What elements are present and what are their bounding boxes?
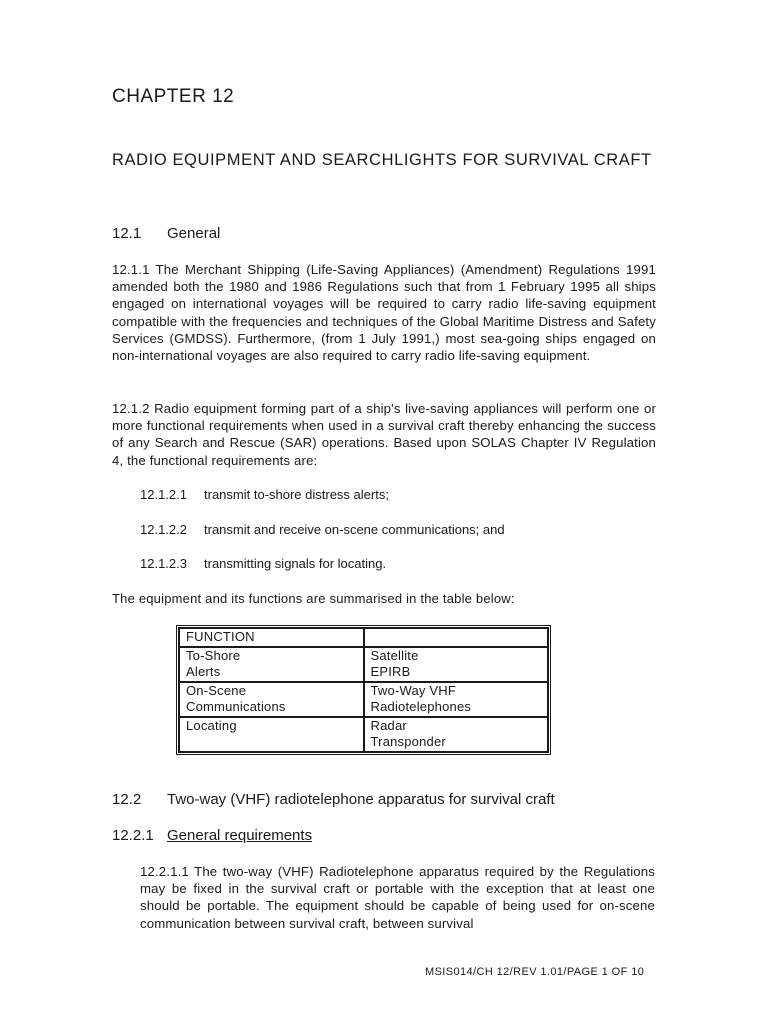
cell-line: To-Shore	[186, 647, 241, 663]
table-cell-function	[179, 647, 364, 682]
cell-line: On-Scene	[186, 682, 247, 698]
table-cell-equipment	[364, 647, 549, 682]
cell-line: Radiotelephones	[370, 699, 472, 714]
function-table	[176, 625, 551, 755]
section-number: 12.2.1	[112, 827, 154, 844]
table-header-cell	[364, 628, 549, 647]
section-number: 12.1	[112, 225, 142, 242]
cell-line: Communications	[186, 699, 286, 714]
list-item	[140, 556, 386, 571]
cell-line: Radar	[370, 717, 407, 733]
table-cell-function	[179, 682, 364, 717]
list-item	[140, 487, 389, 502]
list-item-text: transmit and receive on-scene communications; and	[204, 522, 505, 537]
list-item-text: transmit to-shore distress alerts;	[204, 487, 389, 502]
cell-line: Alerts	[186, 664, 221, 679]
cell-line: Locating	[186, 717, 237, 733]
cell-line: Satellite	[370, 647, 419, 663]
table-header-row	[179, 628, 548, 647]
cell-line: Transponder	[370, 734, 446, 749]
list-item	[140, 522, 505, 537]
table-row	[179, 682, 548, 717]
section-title: General requirements	[167, 827, 313, 844]
table-cell-equipment	[364, 717, 549, 752]
chapter-heading: CHAPTER 12	[112, 86, 235, 107]
list-item-number: 12.1.2.1	[140, 487, 187, 502]
section-heading-12-2	[112, 791, 555, 808]
table-intro: The equipment and its functions are summarised in the table below:	[112, 591, 515, 606]
paragraph-12-1-2: 12.1.2 Radio equipment forming part of a ship's live-saving appliances will perform one or more functional requirements when used in a survival craft thereby enhancing the success of any Search and Rescue (SAR) operations. Based upon SOLAS Chapter IV Regulation 4, the functional requirements are:	[112, 401, 656, 468]
section-number: 12.2	[112, 791, 142, 808]
list-item-number: 12.1.2.3	[140, 556, 187, 571]
table-header-cell: FUNCTION	[179, 628, 364, 647]
chapter-title: RADIO EQUIPMENT AND SEARCHLIGHTS FOR SURVIVAL CRAFT	[112, 151, 652, 169]
section-title: Two-way (VHF) radiotelephone apparatus for survival craft	[167, 791, 555, 808]
table-cell-equipment	[364, 682, 549, 717]
paragraph-12-1-1: 12.1.1 The Merchant Shipping (Life-Saving Appliances) (Amendment) Regulations 1991 amended both the 1980 and 1986 Regulations such that from 1 February 1995 all ships engaged on international voyages will be required to carry radio life-saving equipment compatible with the frequencies and techniques of the Global Maritime Distress and Safety Services (GMDSS). Furthermore, (from 1 July 1991,) most sea-going ships engaged on non-international voyages are also required to carry radio life-saving equipment.	[112, 262, 656, 364]
table-row	[179, 647, 548, 682]
cell-line: Two-Way VHF	[370, 682, 457, 698]
section-title: General	[167, 225, 221, 242]
table-cell-function	[179, 717, 364, 752]
cell-line: EPIRB	[370, 664, 411, 679]
paragraph-12-2-1-1: 12.2.1.1 The two-way (VHF) Radiotelephone apparatus required by the Regulations may be fixed in the survival craft or portable with the exception that at least one should be portable. The equipment should be capable of being used for on-scene communication between survival craft, between survival	[140, 864, 655, 931]
section-heading-12-1	[112, 225, 220, 242]
list-item-text: transmitting signals for locating.	[204, 556, 387, 571]
list-item-number: 12.1.2.2	[140, 522, 187, 537]
section-heading-12-2-1	[112, 827, 312, 844]
table-row	[179, 717, 548, 752]
page-footer: MSIS014/CH 12/REV 1.01/PAGE 1 OF 10	[425, 966, 645, 978]
